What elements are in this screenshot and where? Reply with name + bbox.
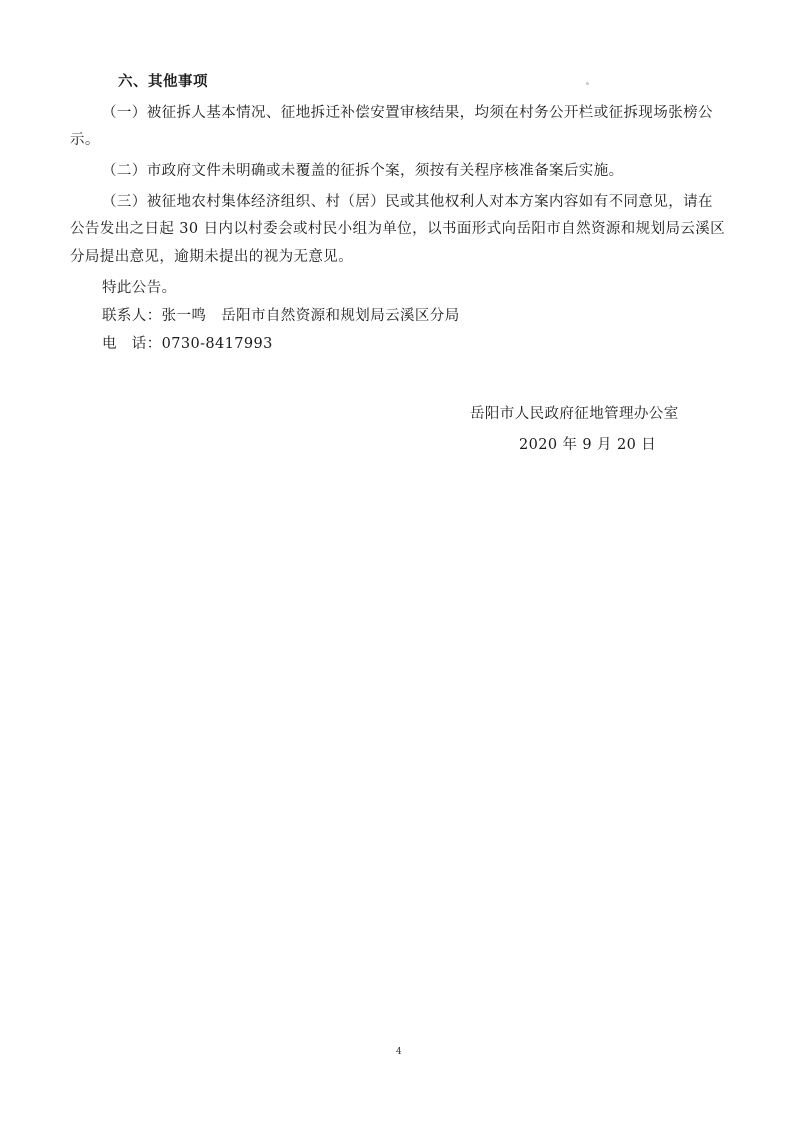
signature-organization: 岳阳市人民政府征地管理办公室 [470,406,679,422]
item-1-line-2: 示。 [70,132,100,148]
contact-person: 联系人：张一鸣 岳阳市自然资源和规划局云溪区分局 [102,308,460,324]
item-3-line-2: 公告发出之日起 30 日内以村委会或村民小组为单位，以书面形式向岳阳市自然资源和规划局云溪区 [70,221,726,237]
signature-date: 2020 年 9 月 20 日 [519,437,657,453]
closing-statement: 特此公告。 [102,280,177,296]
scan-speck [586,82,589,85]
contact-phone: 电 话：0730-8417993 [102,336,273,352]
item-2-line-1: （二）市政府文件未明确或未覆盖的征拆个案，须按有关程序核准备案后实施。 [102,163,624,179]
item-1-line-1: （一）被征拆人基本情况、征地拆迁补偿安置审核结果，均须在村务公开栏或征拆现场张榜公 [102,105,713,121]
item-3-line-1: （三）被征地农村集体经济组织、村（居）民或其他权利人对本方案内容如有不同意见，请在 [102,194,713,210]
item-3-line-3: 分局提出意见，逾期未提出的视为无意见。 [70,249,354,265]
section-heading: 六、其他事项 [118,74,208,90]
page-number: 4 [396,1047,402,1057]
